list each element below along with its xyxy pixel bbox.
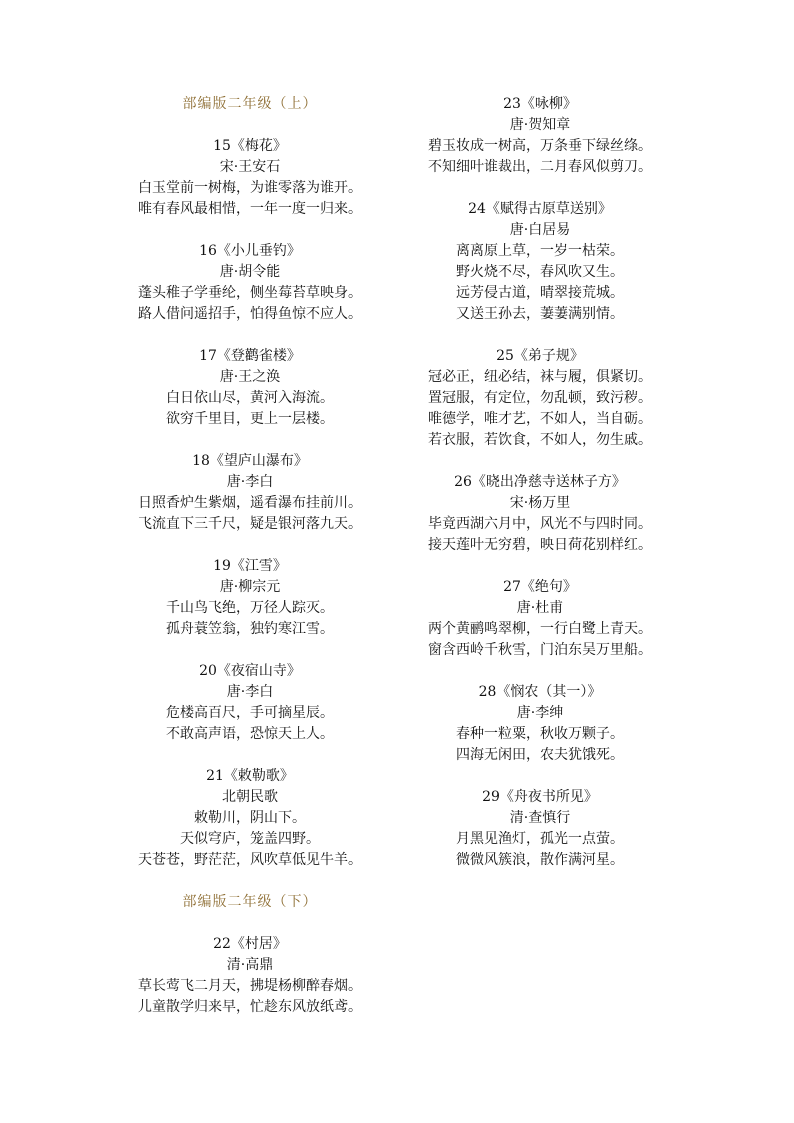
poem-author: 北朝民歌	[222, 789, 278, 805]
poem-block	[390, 787, 690, 871]
poem-line: 白日依山尽，黄河入海流。	[166, 390, 334, 406]
poem-line: 离离原上草，一岁一枯荣。	[456, 243, 624, 259]
poem-line: 天苍苍，野茫茫，风吹草低见牛羊。	[138, 852, 362, 868]
poem-block	[390, 199, 690, 325]
poem-author: 唐·李绅	[516, 705, 564, 721]
poem-line: 欲穷千里目，更上一层楼。	[166, 411, 334, 427]
poem-line: 四海无闲田，农夫犹饿死。	[456, 747, 624, 763]
poem-block	[80, 556, 420, 640]
poem-line: 毕竟西湖六月中，风光不与四时同。	[428, 516, 652, 532]
poem-line: 月黑见渔灯，孤光一点萤。	[456, 831, 624, 847]
poem-block	[80, 766, 420, 871]
poem-list-upper	[80, 136, 420, 871]
poem-line: 蓬头稚子学垂纶，侧坐莓苔草映身。	[138, 285, 362, 301]
poem-title: 26《晓出净慈寺送林子方》	[454, 474, 626, 490]
poem-block	[390, 346, 690, 451]
poem-title: 17《登鹳雀楼》	[199, 348, 301, 364]
poem-line: 远芳侵古道，晴翠接荒城。	[456, 285, 624, 301]
poem-line: 若衣服，若饮食，不如人，勿生戚。	[428, 432, 652, 448]
poem-line: 千山鸟飞绝，万径人踪灭。	[166, 600, 334, 616]
poem-block	[390, 577, 690, 661]
poem-line: 敕勒川，阴山下。	[194, 810, 306, 826]
poem-block	[80, 934, 420, 1018]
poem-list-right	[390, 94, 690, 871]
poem-title: 27《绝句》	[503, 579, 577, 595]
poem-block	[390, 682, 690, 766]
right-column	[390, 94, 690, 892]
poem-author: 唐·李白	[226, 474, 274, 490]
poem-title: 25《弟子规》	[496, 348, 584, 364]
poem-line: 不知细叶谁裁出，二月春风似剪刀。	[428, 159, 652, 175]
poem-author: 唐·白居易	[509, 222, 571, 238]
poem-author: 唐·王之涣	[219, 369, 281, 385]
poem-title: 29《舟夜书所见》	[482, 789, 598, 805]
section-title-grade2-upper: 部编版二年级（上）	[182, 96, 318, 112]
poem-title: 15《梅花》	[213, 138, 287, 154]
poem-line: 两个黄鹂鸣翠柳，一行白鹭上青天。	[428, 621, 652, 637]
poem-list-lower	[80, 934, 420, 1018]
poem-line: 接天莲叶无穷碧，映日荷花别样红。	[428, 537, 652, 553]
poem-line: 又送王孙去，萋萋满别情。	[456, 306, 624, 322]
poem-line: 日照香炉生紫烟，遥看瀑布挂前川。	[138, 495, 362, 511]
poem-title: 19《江雪》	[213, 558, 287, 574]
poem-block	[80, 661, 420, 745]
poem-line: 不敢高声语，恐惊天上人。	[166, 726, 334, 742]
poem-line: 微微风簇浪，散作满河星。	[456, 852, 624, 868]
poem-block	[80, 136, 420, 220]
poem-author: 唐·柳宗元	[219, 579, 281, 595]
left-column	[80, 94, 420, 1039]
poem-line: 窗含西岭千秋雪，门泊东吴万里船。	[428, 642, 652, 658]
poem-line: 碧玉妆成一树高，万条垂下绿丝绦。	[428, 138, 652, 154]
poem-block	[80, 451, 420, 535]
spacer	[80, 115, 420, 136]
poem-title: 22《村居》	[213, 936, 287, 952]
poem-author: 清·高鼎	[226, 957, 274, 973]
poem-line: 草长莺飞二月天，拂堤杨柳醉春烟。	[138, 978, 362, 994]
poem-line: 孤舟蓑笠翁，独钓寒江雪。	[166, 621, 334, 637]
poem-line: 儿童散学归来早，忙趁东风放纸鸢。	[138, 999, 362, 1015]
poem-title: 20《夜宿山寺》	[199, 663, 301, 679]
poem-block	[80, 241, 420, 325]
poem-author: 宋·杨万里	[509, 495, 571, 511]
poem-author: 唐·李白	[226, 684, 274, 700]
poem-line: 路人借问遥招手，怕得鱼惊不应人。	[138, 306, 362, 322]
poem-line: 春种一粒粟，秋收万颗子。	[456, 726, 624, 742]
poem-block	[390, 472, 690, 556]
spacer	[80, 913, 420, 934]
poem-line: 飞流直下三千尺，疑是银河落九天。	[138, 516, 362, 532]
poem-title: 28《悯农（其一）》	[478, 684, 602, 700]
poem-title: 24《赋得古原草送别》	[468, 201, 612, 217]
poem-block	[80, 346, 420, 430]
poem-line: 置冠服，有定位，勿乱顿，致污秽。	[428, 390, 652, 406]
poem-title: 23《咏柳》	[503, 96, 577, 112]
poem-title: 21《敕勒歌》	[206, 768, 294, 784]
poem-author: 清·查慎行	[509, 810, 571, 826]
poem-line: 冠必正，纽必结，袜与履，俱紧切。	[428, 369, 652, 385]
poem-author: 宋·王安石	[219, 159, 281, 175]
poem-author: 唐·胡令能	[219, 264, 281, 280]
section-title-grade2-lower: 部编版二年级（下）	[182, 894, 318, 910]
poem-line: 唯有春风最相惜，一年一度一归来。	[138, 201, 362, 217]
poem-line: 野火烧不尽，春风吹又生。	[456, 264, 624, 280]
poem-title: 18《望庐山瀑布》	[192, 453, 308, 469]
poem-line: 白玉堂前一树梅，为谁零落为谁开。	[138, 180, 362, 196]
poem-line: 天似穹庐，笼盖四野。	[180, 831, 320, 847]
poem-line: 危楼高百尺，手可摘星辰。	[166, 705, 334, 721]
poem-block	[390, 94, 690, 178]
poem-line: 唯德学，唯才艺，不如人，当自砺。	[428, 411, 652, 427]
poem-author: 唐·杜甫	[516, 600, 564, 616]
poem-author: 唐·贺知章	[509, 117, 571, 133]
poem-title: 16《小儿垂钓》	[199, 243, 301, 259]
